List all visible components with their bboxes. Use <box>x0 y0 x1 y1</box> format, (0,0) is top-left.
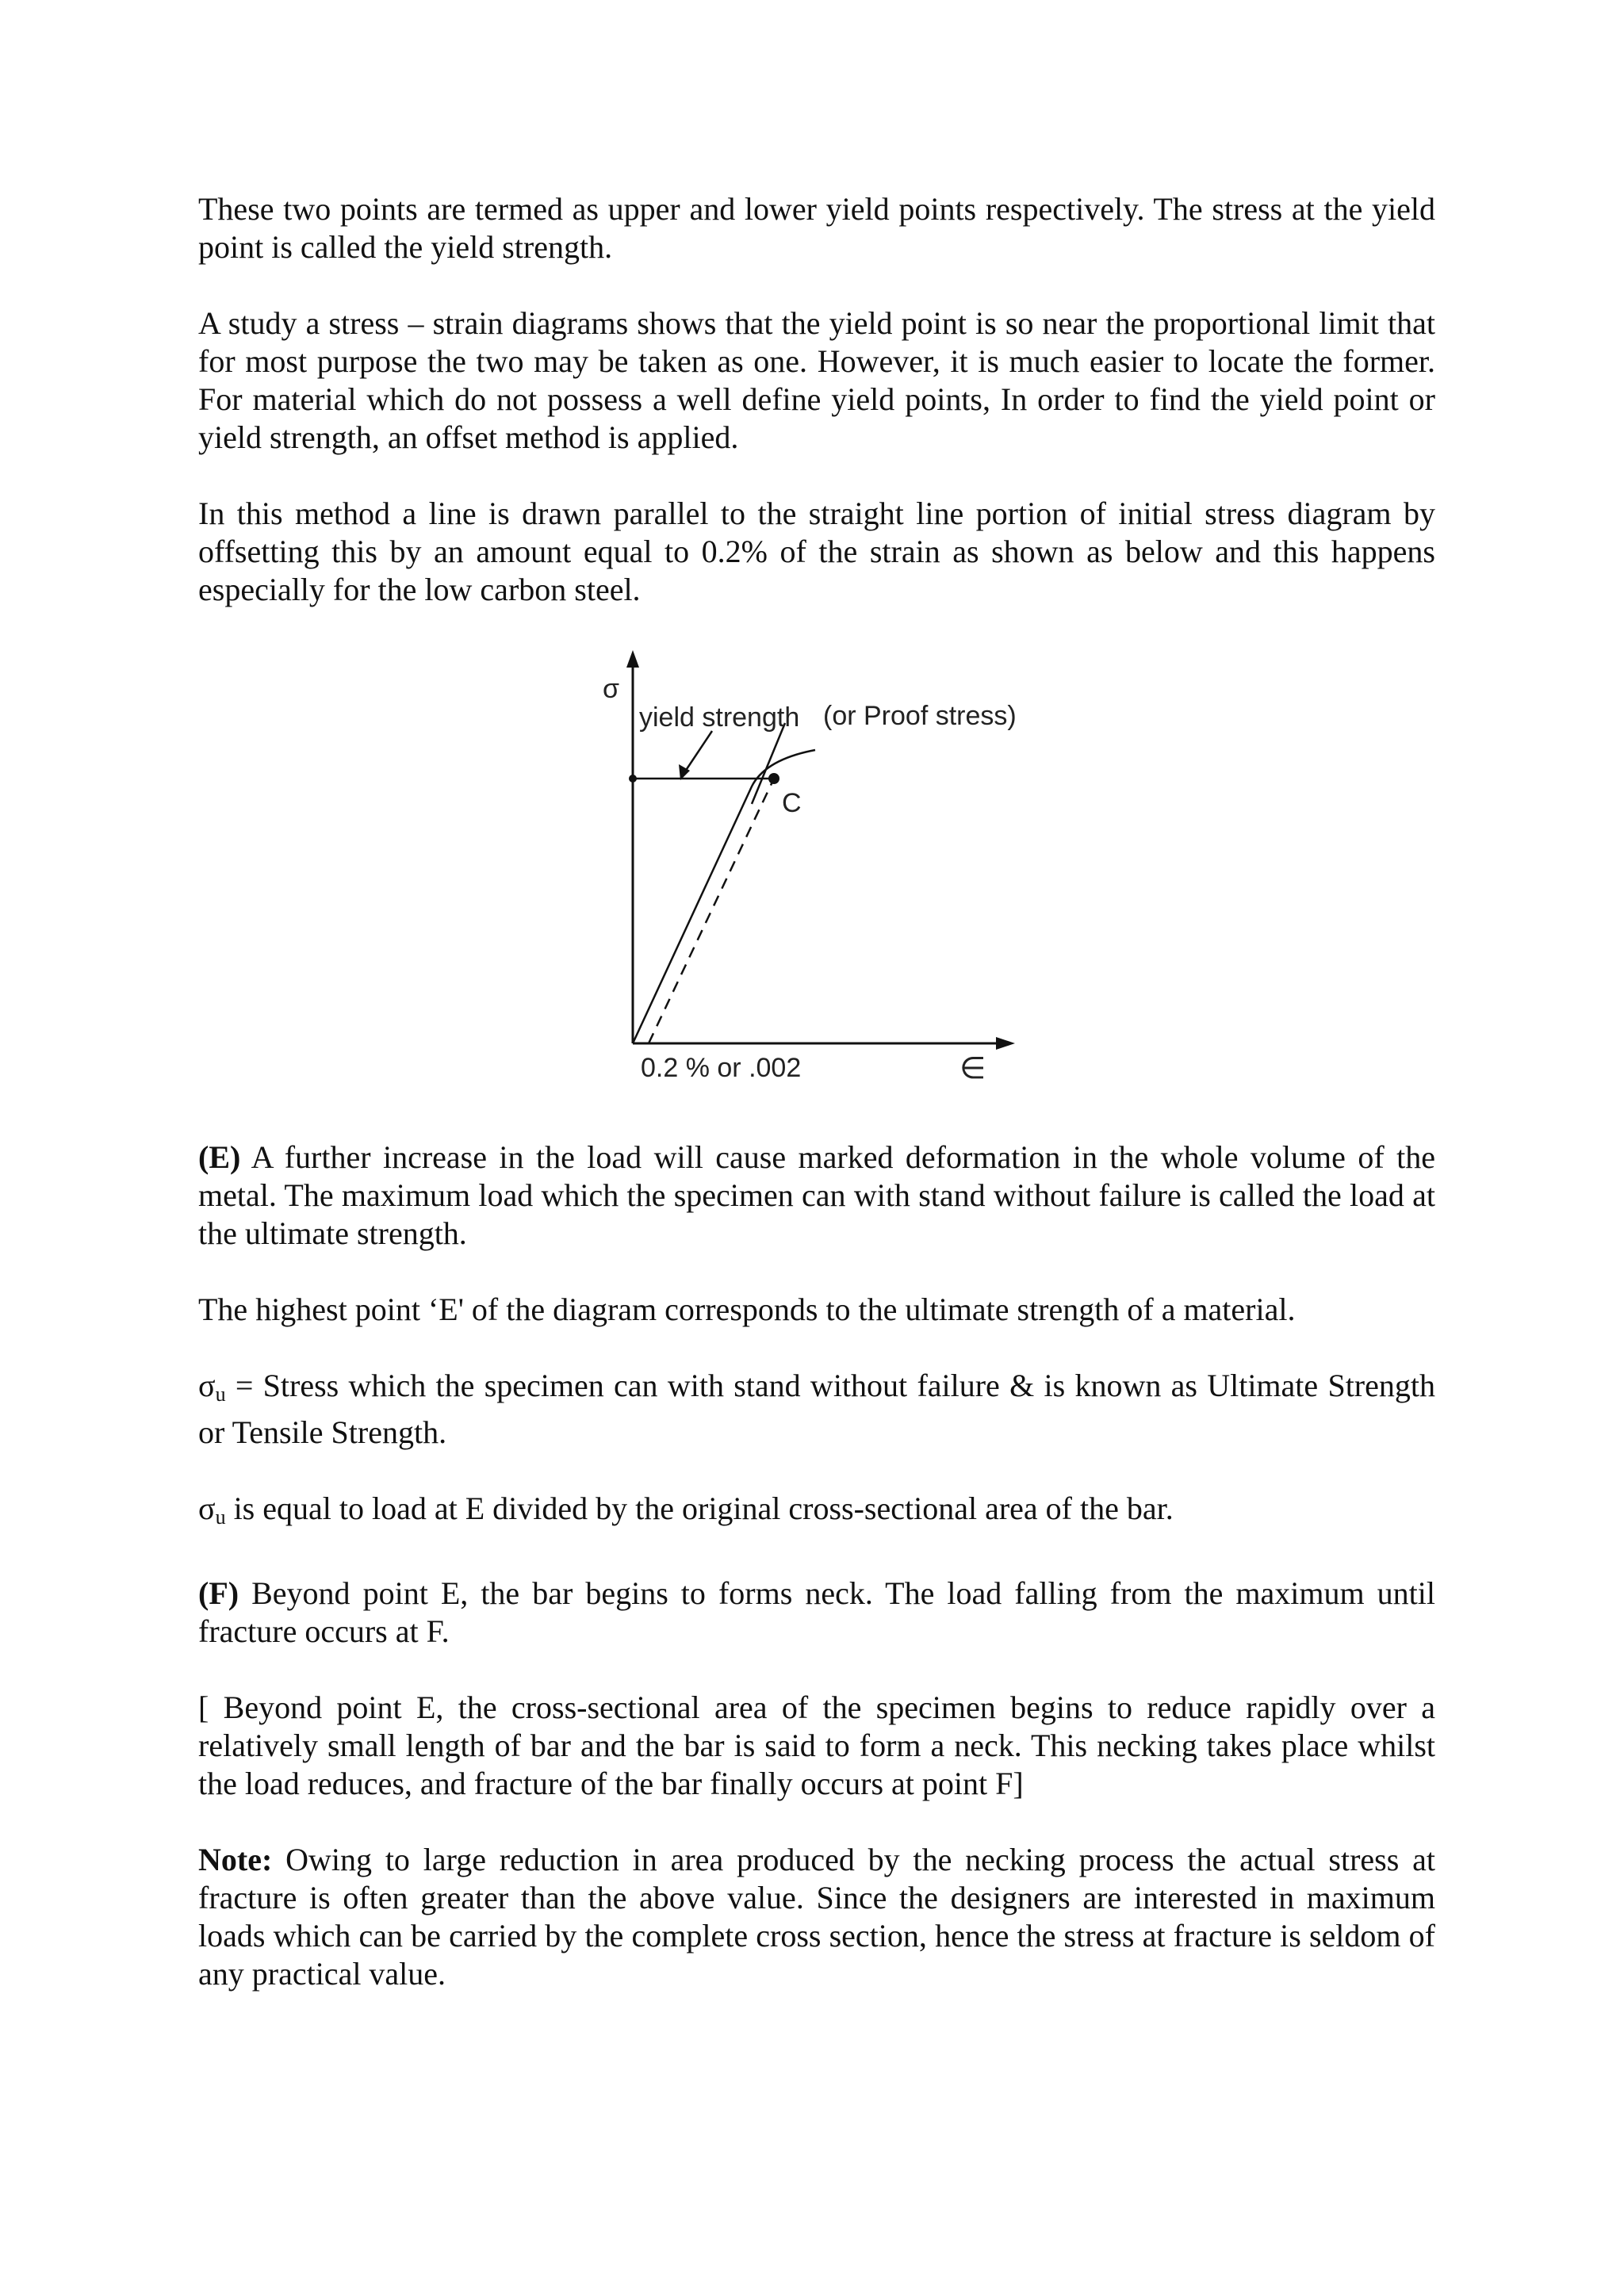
paragraph-yield-points: These two points are termed as upper and lower yield points respectively. The stress at the yield point is called the yield strength. <box>198 191 1435 265</box>
offset-dashed-line <box>649 779 774 1043</box>
paragraph-ultimate-strength <box>198 1138 1435 1253</box>
paragraph-ultimate-strength-text: A further increase in the load will cause marked deformation in the whole volume of the metal. The maximum load which the specimen can with stand without failure is called the load at the ultimate strength. <box>198 1139 1435 1251</box>
y-axis-label: σ <box>603 674 619 704</box>
yield-strength-axis-point <box>629 775 637 783</box>
diagram-svg <box>198 647 1435 1091</box>
x-axis-arrow <box>996 1037 1015 1050</box>
paragraph-stress-strain-study: A study a stress – strain diagrams shows that the yield point is so near the proportional limit that for most purpose the two may be taken as one. However, it is much easier to locate the former. For material which do not possess a well define yield points, In order to find the yield point or yield strength, an offset method is applied. <box>198 305 1435 455</box>
sigma-symbol: σ <box>198 1368 216 1403</box>
point-c-marker <box>768 773 779 784</box>
paragraph-offset-method: In this method a line is drawn parallel to the straight line portion of initial stress diagram by offsetting this by an amount equal to 0.2% of the strain as shown as below and this happens especially for the low carbon steel. <box>198 496 1435 607</box>
offset-strain-label: 0.2 % or .002 <box>641 1053 802 1083</box>
paragraph-necking <box>198 1575 1435 1651</box>
paragraph-necking-text: Beyond point E, the bar begins to forms neck. The load falling from the maximum until fracture occurs at F. <box>198 1575 1435 1649</box>
yield-pointer-arrow-line <box>684 731 712 774</box>
x-axis-label: ∈ <box>959 1052 986 1085</box>
point-c-label: C <box>782 788 802 818</box>
sigma-subscript: u <box>215 1383 226 1406</box>
proof-stress-label: (or Proof stress) <box>823 701 1017 731</box>
document-page <box>198 190 1435 2031</box>
paragraph-note <box>198 1841 1435 1993</box>
sigma-u-formula-text: is equal to load at E divided by the original cross-sectional area of the bar. <box>225 1490 1174 1526</box>
paragraph-necking-detail: [ Beyond point E, the cross-sectional area of the specimen begins to reduce rapidly over a relatively small length of bar and the bar is said to form a neck. This necking takes place whilst the load reduces, and fracture of the bar finally occurs at point F] <box>198 1689 1435 1801</box>
paragraph-highest-point: The highest point ‘E' of the diagram corresponds to the ultimate strength of a material. <box>198 1292 1296 1327</box>
paragraph-note-text: Owing to large reduction in area produced by the necking process the actual stress at fracture is often greater than the above value. Since the designers are interested in maximum loads which can be carried by the complete cross section, hence the stress at fracture is seldom of any practical value. <box>198 1842 1435 1992</box>
sigma-symbol-2: σ <box>198 1490 216 1526</box>
note-label: Note: <box>198 1842 273 1877</box>
y-axis-arrow <box>626 650 639 668</box>
sigma-subscript-2: u <box>215 1506 226 1529</box>
paragraph-sigma-u-formula <box>198 1490 1435 1536</box>
paragraph-sigma-u-definition <box>198 1367 1435 1452</box>
yield-strength-label: yield strength <box>639 702 800 733</box>
label-e: (E) <box>198 1139 241 1175</box>
sigma-u-definition-text: = Stress which the specimen can with stand without failure & is known as Ultimate Strength or Tensile Strength. <box>198 1368 1435 1450</box>
offset-method-diagram <box>198 647 1435 1091</box>
tangent-line <box>752 723 785 804</box>
label-f: (F) <box>198 1575 239 1611</box>
